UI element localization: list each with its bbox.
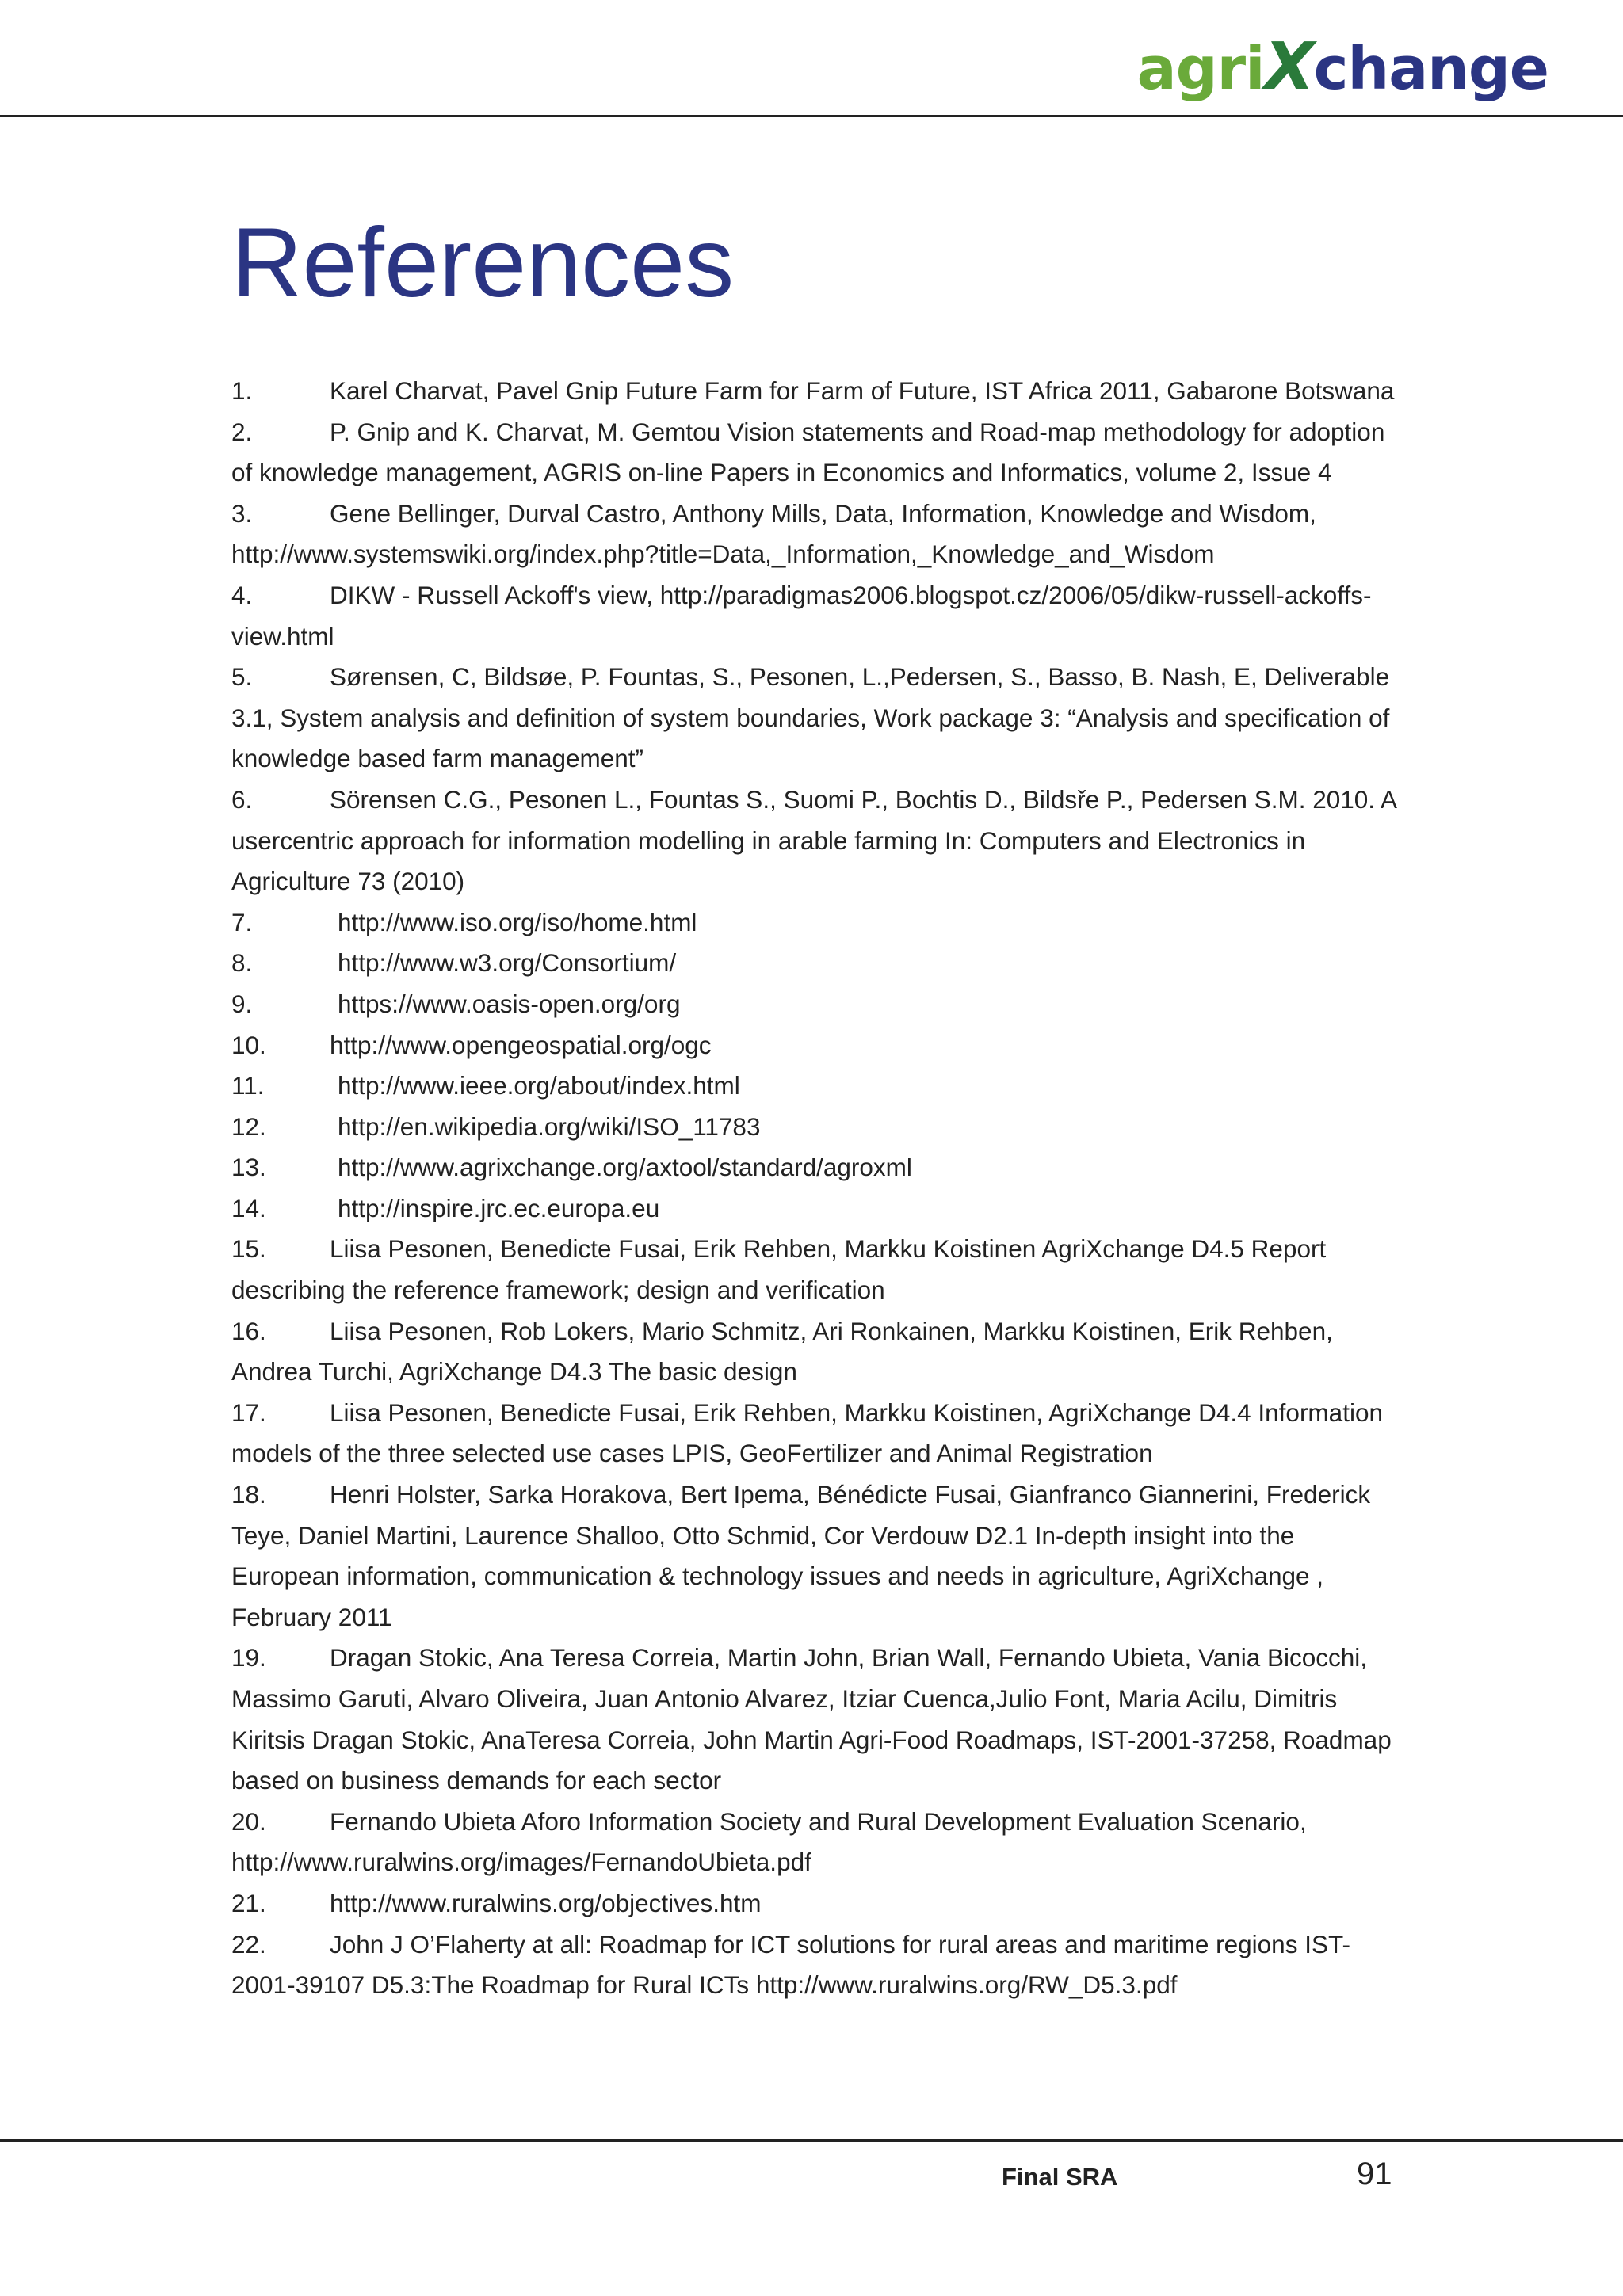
reference-number: 10. bbox=[231, 1030, 266, 1059]
reference-item bbox=[231, 1638, 1404, 1801]
reference-item bbox=[231, 657, 1404, 780]
reference-link[interactable]: http://www.w3.org/Consortium/ bbox=[338, 948, 677, 978]
reference-number: 2. bbox=[231, 417, 253, 446]
reference-text: DIKW - Russell Ackoff's view, http://paradigmas2006.blogspot.cz/2006/05/dikw-russell-ackoffs-view.html bbox=[231, 580, 1372, 650]
reference-item bbox=[231, 1474, 1404, 1638]
reference-list bbox=[231, 371, 1404, 2006]
reference-number: 4. bbox=[231, 580, 253, 609]
reference-number: 3. bbox=[231, 498, 253, 528]
reference-text: Liisa Pesonen, Benedicte Fusai, Erik Rehben, Markku Koistinen AgriXchange D4.5 Report describing the reference framework; design and verification bbox=[231, 1234, 1327, 1305]
reference-link[interactable]: http://www.iso.org/iso/home.html bbox=[338, 907, 697, 936]
reference-item bbox=[231, 1924, 1404, 2006]
reference-link[interactable]: http://www.ieee.org/about/index.html bbox=[338, 1071, 740, 1100]
reference-text: Dragan Stokic, Ana Teresa Correia, Martin John, Brian Wall, Fernando Ubieta, Vania Bicocchi, Massimo Garuti, Alvaro Oliveira, Juan Antonio Alvarez, Itziar Cuenca,Julio Font, Maria Acilu, Dimitris Kiritsis Dragan Stokic, AnaTeresa Correia, John Martin Agri-Food Roadmaps, IST-2001-37258, Roadmap based on business demands for each sector bbox=[231, 1643, 1392, 1795]
reference-number: 16. bbox=[231, 1316, 266, 1345]
reference-number: 12. bbox=[231, 1112, 266, 1141]
reference-text: Gene Bellinger, Durval Castro, Anthony Mills, Data, Information, Knowledge and Wisdom, http://www.systemswiki.org/index.php?title=Data,_Information,_Knowledge_and_Wisdom bbox=[231, 498, 1316, 569]
reference-number: 17. bbox=[231, 1398, 266, 1427]
reference-item bbox=[231, 412, 1404, 494]
reference-item bbox=[231, 780, 1404, 902]
reference-item bbox=[231, 1802, 1404, 1883]
reference-text: Fernando Ubieta Aforo Information Society and Rural Development Evaluation Scenario, http://www.ruralwins.org/images/FernandoUbieta.pdf bbox=[231, 1806, 1307, 1877]
footer-divider bbox=[0, 2139, 1623, 2142]
reference-number: 18. bbox=[231, 1480, 266, 1509]
reference-item bbox=[231, 1229, 1404, 1310]
reference-text: Karel Charvat, Pavel Gnip Future Farm for Farm of Future, IST Africa 2011, Gabarone Botswana bbox=[330, 376, 1395, 405]
reference-item bbox=[231, 1025, 1404, 1066]
footer-document-label: Final SRA bbox=[1002, 2163, 1118, 2191]
reference-link[interactable]: http://www.agrixchange.org/axtool/standard/agroxml bbox=[338, 1153, 912, 1182]
reference-text: Sörensen C.G., Pesonen L., Fountas S., Suomi P., Bochtis D., Bildsře P., Pedersen S.M. 2010. A usercentric approach for information modelling in arable farming In: Computers and Electronics in Agriculture 73 (2010) bbox=[231, 784, 1396, 896]
reference-number: 5. bbox=[231, 662, 253, 692]
reference-text: John J O’Flaherty at all: Roadmap for ICT solutions for rural areas and maritime regions IST-2001-39107 D5.3:The Roadmap for Rural ICTs http://www.ruralwins.org/RW_D5.3.pdf bbox=[231, 1929, 1350, 2000]
reference-text: P. Gnip and K. Charvat, M. Gemtou Vision statements and Road-map methodology for adoption of knowledge management, AGRIS on-line Papers in Economics and Informatics, volume 2, Issue 4 bbox=[231, 417, 1385, 487]
reference-text: Liisa Pesonen, Benedicte Fusai, Erik Rehben, Markku Koistinen, AgriXchange D4.4 Information models of the three selected use cases LPIS, GeoFertilizer and Animal Registration bbox=[231, 1398, 1383, 1468]
reference-text: Liisa Pesonen, Rob Lokers, Mario Schmitz, Ari Ronkainen, Markku Koistinen, Erik Rehben, Andrea Turchi, AgriXchange D4.3 The basic design bbox=[231, 1316, 1333, 1386]
reference-item bbox=[231, 1066, 1404, 1107]
logo-text-change: change bbox=[1313, 35, 1549, 103]
reference-number: 6. bbox=[231, 784, 253, 814]
reference-number: 14. bbox=[231, 1193, 266, 1222]
reference-item bbox=[231, 1311, 1404, 1393]
reference-link[interactable]: http://inspire.jrc.ec.europa.eu bbox=[338, 1193, 660, 1222]
reference-number: 15. bbox=[231, 1234, 266, 1264]
reference-number: 13. bbox=[231, 1153, 266, 1182]
reference-number: 20. bbox=[231, 1806, 266, 1836]
reference-number: 8. bbox=[231, 948, 253, 978]
reference-number: 1. bbox=[231, 376, 253, 405]
reference-number: 19. bbox=[231, 1643, 266, 1672]
agrixchange-logo bbox=[1136, 29, 1549, 105]
reference-number: 11. bbox=[231, 1071, 265, 1100]
reference-item bbox=[231, 984, 1404, 1025]
logo-text-x: X bbox=[1264, 29, 1314, 105]
reference-item bbox=[231, 494, 1404, 575]
reference-link[interactable]: http://www.opengeospatial.org/ogc bbox=[330, 1030, 712, 1059]
reference-item bbox=[231, 1883, 1404, 1924]
reference-item bbox=[231, 943, 1404, 984]
page-number: 91 bbox=[1357, 2157, 1392, 2191]
reference-item bbox=[231, 371, 1404, 412]
reference-item bbox=[231, 1188, 1404, 1230]
reference-link[interactable]: https://www.oasis-open.org/org bbox=[338, 989, 681, 1018]
reference-item bbox=[231, 902, 1404, 944]
reference-link[interactable]: http://en.wikipedia.org/wiki/ISO_11783 bbox=[338, 1112, 761, 1141]
page-title: References bbox=[231, 208, 735, 318]
logo-text-agri: agri bbox=[1136, 35, 1265, 103]
reference-text: Sørensen, C, Bildsøe, P. Fountas, S., Pesonen, L.,Pedersen, S., Basso, B. Nash, E, Deliverable 3.1, System analysis and definition of system boundaries, Work package 3: “Analysis and specification of knowledge based farm management” bbox=[231, 662, 1390, 773]
reference-number: 21. bbox=[231, 1888, 266, 1917]
reference-number: 9. bbox=[231, 989, 253, 1018]
reference-item bbox=[231, 1107, 1404, 1148]
reference-text: Henri Holster, Sarka Horakova, Bert Ipema, Bénédicte Fusai, Gianfranco Giannerini, Frederick Teye, Daniel Martini, Laurence Shalloo, Otto Schmid, Cor Verdouw D2.1 In-depth insight into the European information, communication & technology issues and needs in agriculture, AgriXchange , February 2011 bbox=[231, 1480, 1371, 1631]
reference-number: 7. bbox=[231, 907, 253, 936]
reference-number: 22. bbox=[231, 1929, 266, 1958]
reference-item bbox=[231, 1393, 1404, 1474]
reference-link[interactable]: http://www.ruralwins.org/objectives.htm bbox=[330, 1888, 762, 1917]
reference-item bbox=[231, 1147, 1404, 1188]
reference-item bbox=[231, 575, 1404, 657]
header-divider bbox=[0, 115, 1623, 117]
